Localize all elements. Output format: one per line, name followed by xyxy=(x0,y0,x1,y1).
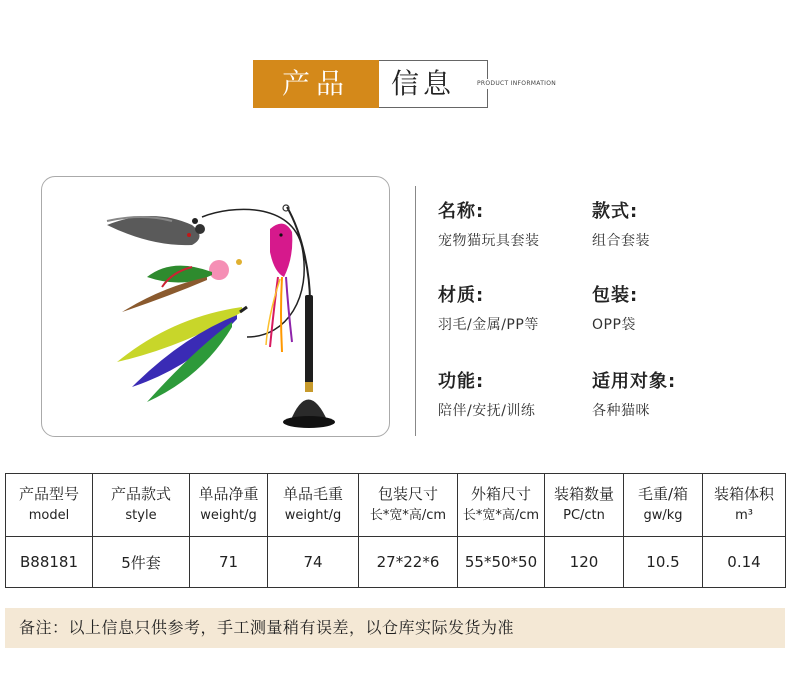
header-cell: 单品毛重 weight/g xyxy=(268,474,359,537)
table-cell: 71 xyxy=(190,537,268,588)
material-label: 材质: xyxy=(438,285,485,306)
header-cell: 装箱体积 m³ xyxy=(703,474,786,537)
package-label: 包装: xyxy=(592,285,639,306)
table-cell: 74 xyxy=(268,537,359,588)
table-cell: 120 xyxy=(545,537,624,588)
table-cell: 0.14 xyxy=(703,537,786,588)
target-value: 各种猫咪 xyxy=(592,403,650,419)
table-header-row xyxy=(6,474,786,537)
header-cell: 单品净重 weight/g xyxy=(190,474,268,537)
product-image xyxy=(41,176,390,437)
note-bar: 备注：以上信息只供参考，手工测量稍有误差，以仓库实际发货为准 xyxy=(5,608,785,648)
table-cell: 55*50*50 xyxy=(458,537,545,588)
table-cell: 5件套 xyxy=(93,537,190,588)
spec-table xyxy=(5,473,786,588)
package-value: OPP袋 xyxy=(592,317,636,333)
header-cell: 毛重/箱 gw/kg xyxy=(624,474,703,537)
function-label: 功能: xyxy=(438,371,485,392)
style-label: 款式: xyxy=(592,201,639,222)
table-cell: 27*22*6 xyxy=(359,537,458,588)
header-title-right: 信息 xyxy=(391,67,456,100)
header-cell: 产品款式 style xyxy=(93,474,190,537)
section-header xyxy=(253,60,557,110)
header-cell: 包装尺寸 长*宽*高/cm xyxy=(359,474,458,537)
header-title-left: 产品 xyxy=(253,60,379,108)
header-cell: 产品型号 model xyxy=(6,474,93,537)
header-cell: 装箱数量 PC/ctn xyxy=(545,474,624,537)
target-label: 适用对象: xyxy=(592,371,677,392)
function-value: 陪伴/安抚/训练 xyxy=(438,403,536,419)
name-label: 名称: xyxy=(438,201,485,222)
header-cell: 外箱尺寸 长*宽*高/cm xyxy=(458,474,545,537)
name-value: 宠物猫玩具套装 xyxy=(438,233,540,249)
style-value: 组合套装 xyxy=(592,233,650,249)
table-cell: 10.5 xyxy=(624,537,703,588)
vertical-divider xyxy=(415,186,416,436)
table-row xyxy=(6,537,786,588)
material-value: 羽毛/金属/PP等 xyxy=(438,317,539,333)
table-cell: B88181 xyxy=(6,537,93,588)
header-subtitle: PRODUCT INFORMATION xyxy=(477,80,557,87)
